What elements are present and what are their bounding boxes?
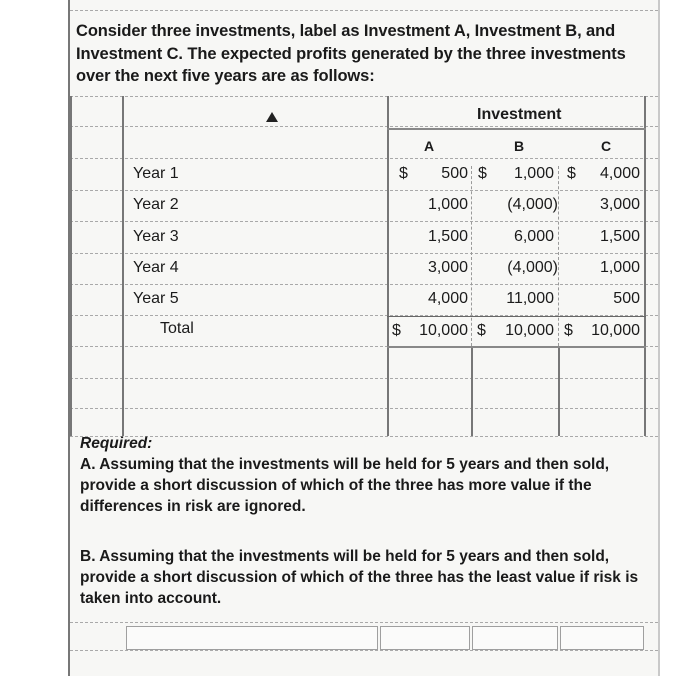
table-header: Investment bbox=[477, 106, 562, 123]
answer-cell[interactable] bbox=[560, 626, 644, 650]
required-part-a: A. Assuming that the investments will be held for 5 years and then sold, provide a short discussion of which of the three has more value if the differences in risk are ignored. bbox=[80, 456, 610, 515]
value-c: 500 bbox=[613, 290, 640, 307]
value-b: (4,000) bbox=[507, 259, 558, 276]
value-a: 500 bbox=[441, 165, 468, 182]
currency-symbol: $ bbox=[392, 322, 401, 339]
value-a: 4,000 bbox=[427, 290, 468, 307]
column-header-b: B bbox=[514, 138, 525, 154]
value-a: 1,500 bbox=[427, 228, 468, 245]
currency-symbol: $ bbox=[477, 322, 486, 339]
row-label: Year 2 bbox=[133, 196, 179, 213]
row-label: Total bbox=[160, 320, 194, 337]
value-c: 4,000 bbox=[599, 165, 640, 182]
answer-cell[interactable] bbox=[380, 626, 470, 650]
spreadsheet bbox=[68, 0, 660, 676]
column-header-c: C bbox=[601, 138, 612, 154]
value-c: 1,000 bbox=[599, 259, 640, 276]
mouse-cursor-icon bbox=[266, 112, 278, 122]
value-a: 3,000 bbox=[427, 259, 468, 276]
value-c: 3,000 bbox=[599, 196, 640, 213]
required-title: Required: bbox=[80, 435, 153, 452]
currency-symbol: $ bbox=[564, 322, 573, 339]
answer-cell[interactable] bbox=[472, 626, 558, 650]
total-a: 10,000 bbox=[419, 322, 468, 339]
total-c: 10,000 bbox=[591, 322, 640, 339]
column-header-a: A bbox=[424, 138, 435, 154]
value-b: (4,000) bbox=[507, 196, 558, 213]
row-label: Year 4 bbox=[133, 259, 179, 276]
row-label: Year 1 bbox=[133, 165, 179, 182]
row-label: Year 5 bbox=[133, 290, 179, 307]
currency-symbol: $ bbox=[478, 165, 487, 182]
value-a: 1,000 bbox=[427, 196, 468, 213]
answer-cell[interactable] bbox=[126, 626, 378, 650]
value-b: 11,000 bbox=[506, 290, 554, 307]
value-b: 1,000 bbox=[513, 165, 554, 182]
total-b: 10,000 bbox=[505, 322, 554, 339]
value-c: 1,500 bbox=[599, 228, 640, 245]
row-label: Year 3 bbox=[133, 228, 179, 245]
currency-symbol: $ bbox=[567, 165, 576, 182]
currency-symbol: $ bbox=[399, 165, 408, 182]
value-b: 6,000 bbox=[513, 228, 554, 245]
intro-text: Consider three investments, label as Investment A, Investment B, and Investment C. The expected profits generated by the three investments over the next five years are as follows: bbox=[76, 22, 626, 85]
required-part-b: B. Assuming that the investments will be held for 5 years and then sold, provide a short discussion of which of the three has the least value if risk is taken into account. bbox=[80, 548, 639, 607]
